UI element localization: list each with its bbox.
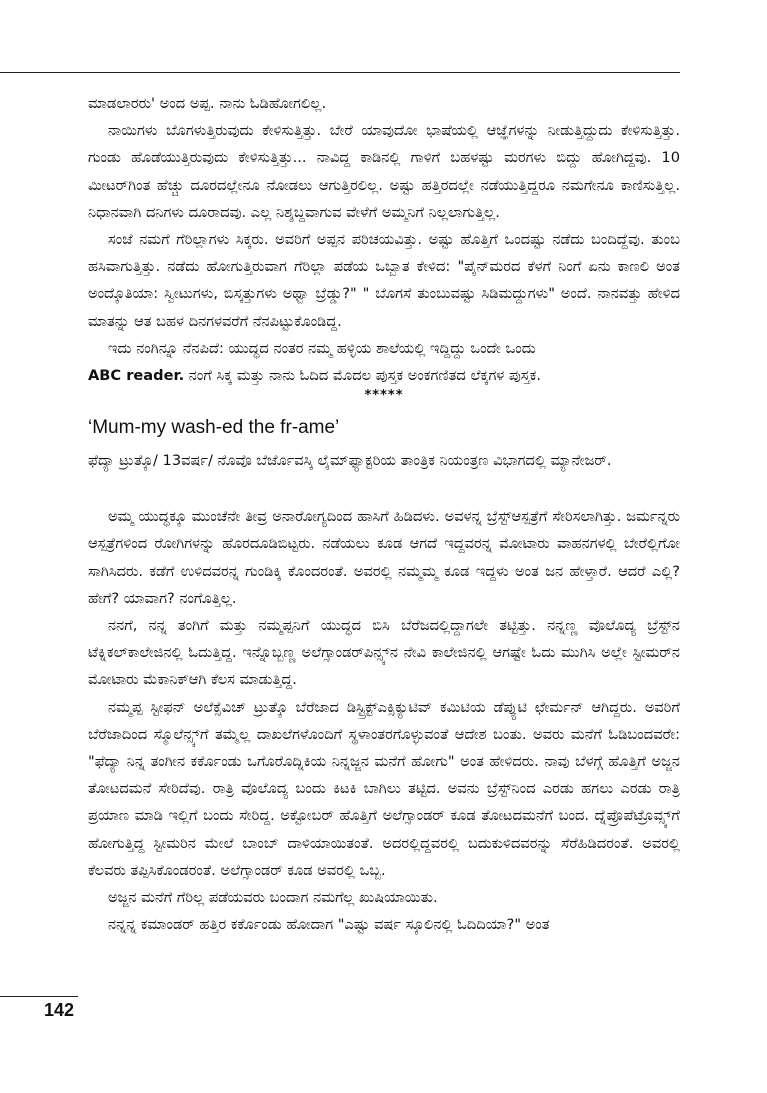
abc-rest: ನಂಗೆ ಸಿಕ್ಕ ಮತ್ತು ನಾನು ಓದಿದ ಮೊದಲ ಪುಸ್ತಕ ಅಂಕಗಣಿತದ ಲೆಕ್ಕಗಳ ಪುಸ್ತಕ. [184, 367, 541, 385]
story-byline: ಫೆದ್ಯಾ ಟ್ರುತ್ಕೊ/ 13ವರ್ಷ/ ನೊವೊ ಬೆರ್ಜೊವಸ್ಕಿ ಲೈಮ್‌ಫ್ಯಾಕ್ಟರಿಯ ತಾಂತ್ರಿಕ ನಿಯಂತ್ರಣ ವಿಭಾಗದಲ್ಲಿ ಮ್ಯಾನೇಜರ್. [88, 452, 612, 470]
page-number: 142 [44, 1000, 75, 1020]
paragraph: ಅಜ್ಜನ ಮನೆಗೆ ಗೆರಿಲ್ಲ ಪಡೆಯವರು ಬಂದಾಗ ನಮಗೆಲ್ಲ ಖುಷಿಯಾಯಿತು. [108, 889, 438, 907]
abc-reader-bold: ABC reader. [88, 367, 185, 385]
paragraph: ಸಂಜೆ ನಮಗೆ ಗೆರಿಲ್ಲಾಗಳು ಸಿಕ್ಕರು. ಅವರಿಗೆ ಅಪ್ಪನ ಪರಿಚಯವಿತ್ತು. ಅಷ್ಟು ಹೊತ್ತಿಗೆ ಒಂದಷ್ಟು ನಡೆದು ಬಂದಿದ್ದೆವು. ತುಂಬ ಹಸಿವಾಗುತ್ತಿತ್ತು. ನಡೆದು ಹೋಗುತ್ತಿರುವಾಗ ಗೆರಿಲ್ಲಾ ಪಡೆಯ ಒಬ್ಬಾತ ಕೇಳಿದ: "ಪೈನ್‌ಮರದ ಕೆಳಗೆ ನಿಂಗೆ ಏನು ಕಾಣಲಿ ಅಂತ ಅಂದ್ಕೊತಿಯಾ: ಸ್ವೀಟುಗಳು, ಬಿಸ್ಕತ್ತುಗಳು ಅಥ್ವಾ ಬ್ರೆಡ್ಡು?" " ಬೊಗಸೆ ತುಂಬುವಷ್ಟು ಸಿಡಿಮದ್ದುಗಳು" ಅಂದೆ. ನಾನವತ್ತು ಹೇಳಿದ ಮಾತನ್ನು ಆತ ಬಹಳ ದಿನಗಳವರೆಗೆ ನೆನಪಿಟ್ಟುಕೊಂಡಿದ್ದ. [88, 231, 680, 330]
header-rule [0, 72, 680, 73]
paragraph: ನನಗೆ, ನನ್ನ ತಂಗಿಗೆ ಮತ್ತು ನಮ್ಮಪ್ಪನಿಗೆ ಯುದ್ಧದ ಬಿಸಿ ಬೆರೆಜದಲ್ಲಿದ್ದಾಗಲೇ ತಟ್ಟಿತ್ತು. ನನ್ನಣ್ಣ ವೊಲೊದ್ಯ ಬ್ರೆಸ್ಟ್‌ನ ಟೆಕ್ನಿಕಲ್‌ಕಾಲೇಜಿನಲ್ಲಿ ಓದುತ್ತಿದ್ದ. ಇನ್ನೊಬ್ಬಣ್ಣ ಅಲೆಗ್ಸಾಂಡರ್‌ಪಿನ್ಸ್ಕ್‌ನ ನೇವಿ ಕಾಲೇಜಿನಲ್ಲಿ ಆಗಷ್ಟೇ ಓದು ಮುಗಿಸಿ ಅಲ್ಲೇ ಸ್ಟೀಮರ್‌ನ ಮೋಟಾರು ಮೆಕಾನಿಕ್‌ಆಗಿ ಕೆಲಸ ಮಾಡುತ್ತಿದ್ದ. [88, 617, 680, 689]
paragraph: ನಾಯಿಗಳು ಬೊಗಳುತ್ತಿರುವುದು ಕೇಳಿಸುತ್ತಿತ್ತು. ಬೇರೆ ಯಾವುದೋ ಭಾಷೆಯಲ್ಲಿ ಆಜ್ಞೆಗಳನ್ನು ನೀಡುತ್ತಿದ್ದುದು ಕೇಳಿಸುತ್ತಿತ್ತು. ಗುಂಡು ಹೊಡೆಯುತ್ತಿರುವುದು ಕೇಳಿಸುತ್ತಿತ್ತು... ನಾವಿದ್ದ ಕಾಡಿನಲ್ಲಿ ಗಾಳಿಗೆ ಬಹಳಷ್ಟು ಮರಗಳು ಬಿದ್ದು ಹೋಗಿದ್ದವು. 10 ಮೀಟರ್‌ಗಿಂತ ಹೆಚ್ಚು ದೂರದಲ್ಲೇನೂ ನೋಡಲು ಆಗುತ್ತಿರಲಿಲ್ಲ. ಅಷ್ಟು ಹತ್ತಿರದಲ್ಲೇ ನಡೆಯುತ್ತಿದ್ದರೂ ನಮಗೇನೂ ಕಾಣಿಸುತ್ತಿಲ್ಲ. ನಿಧಾನವಾಗಿ ದನಿಗಳು ದೂರಾದವು. ಎಲ್ಲ ನಿಶ್ಶಬ್ದವಾಗುವ ವೇಳೆಗೆ ಅಮ್ಮನಿಗೆ ನಿಲ್ಲಲಾಗುತ್ತಿಲ್ಲ. [88, 122, 680, 221]
paragraph: ಅಮ್ಮ ಯುದ್ಧಕ್ಕೂ ಮುಂಚೆನೇ ತೀವ್ರ ಅನಾರೋಗ್ಯದಿಂದ ಹಾಸಿಗೆ ಹಿಡಿದಳು. ಅವಳನ್ನ ಬ್ರೆಸ್ಟ್‌ಆಸ್ಪತ್ರೆಗೆ ಸೇರಿಸಲಾಗಿತ್ತು. ಜರ್ಮನ್ನರು ಆಸ್ಪತ್ರೆಗಳಿಂದ ರೋಗಿಗಳನ್ನು ಹೊರದೂಡಿಬಿಟ್ಟರು. ನಡೆಯಲು ಕೂಡ ಆಗದೆ ಇದ್ದವರನ್ನ ಮೋಟಾರು ವಾಹನಗಳಲ್ಲಿ ಬೇರೆಲ್ಲಿಗೋ ಸಾಗಿಸಿದರು. ಕಡೆಗೆ ಉಳಿದವರನ್ನ ಗುಂಡಿಕ್ಕಿ ಕೊಂದರಂತೆ. ಅವರಲ್ಲಿ ನಮ್ಮಮ್ಮ ಕೂಡ ಇದ್ದಳು ಅಂತ ಜನ ಹೇಳ್ತಾರೆ. ಆದರೆ ಎಲ್ಲಿ? ಹೇಗೆ? ಯಾವಾಗ? ನಂಗೊತ್ತಿಲ್ಲ. [88, 508, 680, 607]
section-divider: ***** [364, 388, 404, 404]
paragraph-abc [88, 362, 680, 389]
page-number-rule [0, 996, 78, 997]
story-title: ‘Mum-my wash-ed the fr-ame’ [88, 417, 340, 439]
paragraph: ನನ್ನನ್ನ ಕಮಾಂಡರ್ ಹತ್ತಿರ ಕರ್ಕೊಂಡು ಹೋದಾಗ "ಎಷ್ಟು ವರ್ಷ ಸ್ಕೂಲಿನಲ್ಲಿ ಓದಿದಿಯಾ?" ಅಂತ [108, 916, 550, 934]
paragraph: ನಮ್ಮಪ್ಪ ಸ್ಟೀಫನ್ ಅಲೆಕ್ಸೆವಿಚ್ ಟ್ರುತ್ಕೊ ಬೆರೆಜಾದ ಡಿಸ್ಟ್ರಿಕ್ಟ್‌ಎಕ್ಸಿಕ್ಯುಟಿವ್ ಕಮಿಟಿಯ ಡೆಪ್ಯುಟಿ ಛೇರ್ಮನ್ ಆಗಿದ್ದರು. ಅವರಿಗೆ ಬೆರೆಜಾದಿಂದ ಸ್ಮೊಲೆನ್ಸ್ಕ್‌ಗೆ ತಮ್ಮೆಲ್ಲ ದಾಖಲೆಗಳೊಂದಿಗೆ ಸ್ಥಳಾಂತರಗೊಳ್ಳುವಂತೆ ಆದೇಶ ಬಂತು. ಅವರು ಮನೆಗೆ ಓಡಿಬಂದವರೇ: "ಫೆದ್ಯಾ ನಿನ್ನ ತಂಗೀನ ಕರ್ಕೊಂಡು ಒಗೊರೊದ್ನಿಕಿಯ ನಿನ್ನಜ್ಜನ ಮನೆಗೆ ಹೋಗು" ಅಂತ ಹೇಳಿದರು. ನಾವು ಬೆಳಗ್ಗೆ ಹೊತ್ತಿಗೆ ಅಜ್ಜನ ತೋಟದಮನೆ ಸೇರಿದೆವು. ರಾತ್ರಿ ವೊಲೊದ್ಯ ಬಂದು ಕಿಟಕಿ ಬಾಗಿಲು ತಟ್ಟಿದ. ಅವನು ಬ್ರೆಸ್ಟ್‌ನಿಂದ ಎರಡು ಹಗಲು ಎರಡು ರಾತ್ರಿ ಪ್ರಯಾಣ ಮಾಡಿ ಇಲ್ಲಿಗೆ ಬಂದು ಸೇರಿದ್ದ. ಅಕ್ಟೋಬರ್ ಹೊತ್ತಿಗೆ ಅಲೆಗ್ಸಾಂಡರ್ ಕೂಡ ತೋಟದಮನೆಗೆ ಬಂದ. ದ್ನೆಪ್ರೊಪೆಟ್ರೊವ್ಸ್ಕ್‌ಗೆ ಹೋಗುತ್ತಿದ್ದ ಸ್ಟೀಮರಿನ ಮೇಲೆ ಬಾಂಬ್ ದಾಳಿಯಾಯಿತಂತೆ. ಅದರಲ್ಲಿದ್ದವರಲ್ಲಿ ಬದುಕುಳಿದವರನ್ನು ಸೆರೆಹಿಡಿದರಂತೆ. ಅವರಲ್ಲಿ ಕೆಲವರು ತಪ್ಪಿಸಿಕೊಂಡರಂತೆ. ಅಲೆಗ್ಸಾಂಡರ್ ಕೂಡ ಅವರಲ್ಲಿ ಒಬ್ಬ. [88, 698, 680, 879]
paragraph: ಇದು ನಂಗಿನ್ನೂ ನೆನಪಿದೆ: ಯುದ್ಧದ ನಂತರ ನಮ್ಮ ಹಳ್ಳಿಯ ಶಾಲೆಯಲ್ಲಿ ಇದ್ದಿದ್ದು ಒಂದೇ ಒಂದು [108, 339, 536, 357]
page-body [88, 90, 680, 938]
paragraph: ಮಾಡಲಾರರು' ಅಂದ ಅಪ್ಪ. ನಾನು ಓಡಿಹೋಗಲಿಲ್ಲ. [88, 95, 327, 112]
